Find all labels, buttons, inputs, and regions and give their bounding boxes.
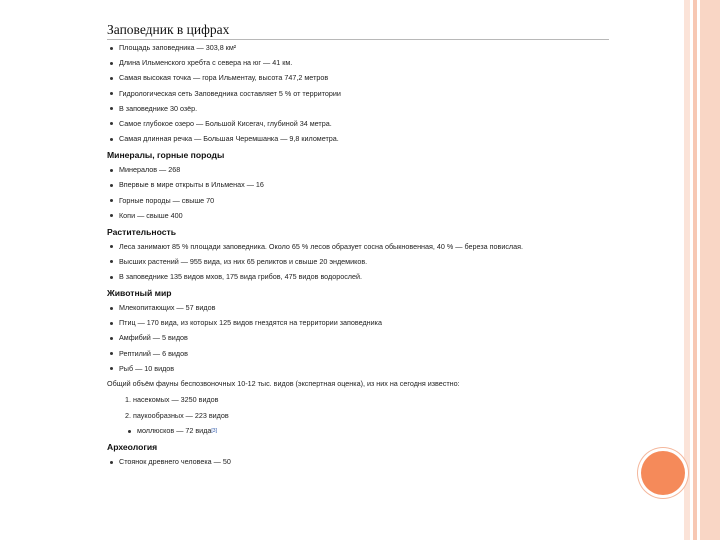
plants-list — [107, 242, 609, 282]
archaeology-list — [107, 457, 609, 467]
list-item: В заповеднике 30 озёр. — [107, 104, 609, 114]
list-item: Высших растений — 955 вида, из них 65 реликтов и свыше 20 эндемиков. — [107, 257, 609, 267]
slide-content — [107, 22, 609, 472]
list-item: Гидрологическая сеть Заповедника составляет 5 % от территории — [107, 89, 609, 99]
list-item: Рыб — 10 видов — [107, 364, 609, 374]
list-item: Млекопитающих — 57 видов — [107, 303, 609, 313]
molluscs-text: моллюсков — 72 вида — [137, 426, 212, 435]
list-item: Рептилий — 6 видов — [107, 349, 609, 359]
list-item: Самая длинная речка — Большая Черемшанка — 9,8 километра. — [107, 134, 609, 144]
decorative-circle — [641, 451, 685, 495]
list-item — [125, 426, 609, 436]
animals-list — [107, 303, 609, 374]
section-heading-plants: Растительность — [107, 226, 176, 237]
list-item: 1. насекомых — 3250 видов — [125, 395, 219, 404]
page-title: Заповедник в цифрах — [107, 22, 609, 40]
minerals-list — [107, 165, 609, 221]
section-heading-minerals: Минералы, горные породы — [107, 150, 225, 161]
list-item: Площадь заповедника — 303,8 км² — [107, 43, 609, 53]
list-item: Горные породы — свыше 70 — [107, 196, 609, 206]
general-list — [107, 43, 609, 144]
list-item: Леса занимают 85 % площади заповедника. Около 65 % лесов образует сосна обыкновенная, 40 % — береза повислая. — [107, 242, 609, 252]
list-item: Длина Ильменского хребта с севера на юг — 41 км. — [107, 58, 609, 68]
list-item: Самое глубокое озеро — Большой Кисегач, глубиной 34 метра. — [107, 119, 609, 129]
invertebrates-list — [107, 395, 609, 421]
list-item: Минералов — 268 — [107, 165, 609, 175]
invertebrates-sublist — [107, 426, 609, 436]
section-heading-animals: Животный мир — [107, 288, 172, 299]
list-item: В заповеднике 135 видов мхов, 175 вида грибов, 475 видов водорослей. — [107, 272, 609, 282]
list-item: Амфибий — 5 видов — [107, 333, 609, 343]
list-item: Впервые в мире открыты в Ильменах — 16 — [107, 180, 609, 190]
list-item: Стоянок древнего человека — 50 — [107, 457, 609, 467]
decorative-border — [684, 0, 720, 540]
footnote-link[interactable]: [3] — [211, 428, 217, 434]
list-item: Копи — свыше 400 — [107, 211, 609, 221]
fauna-paragraph: Общий объём фауны беспозвоночных 10-12 тыс. видов (экспертная оценка), из них на сегодня известно: — [107, 379, 460, 388]
list-item: 2. паукообразных — 223 видов — [125, 410, 229, 420]
list-item: Самая высокая точка — гора Ильментау, высота 747,2 метров — [107, 73, 609, 83]
section-heading-archaeology: Археология — [107, 442, 158, 452]
list-item: Птиц — 170 вида, из которых 125 видов гнездятся на территории заповедника — [107, 318, 609, 328]
